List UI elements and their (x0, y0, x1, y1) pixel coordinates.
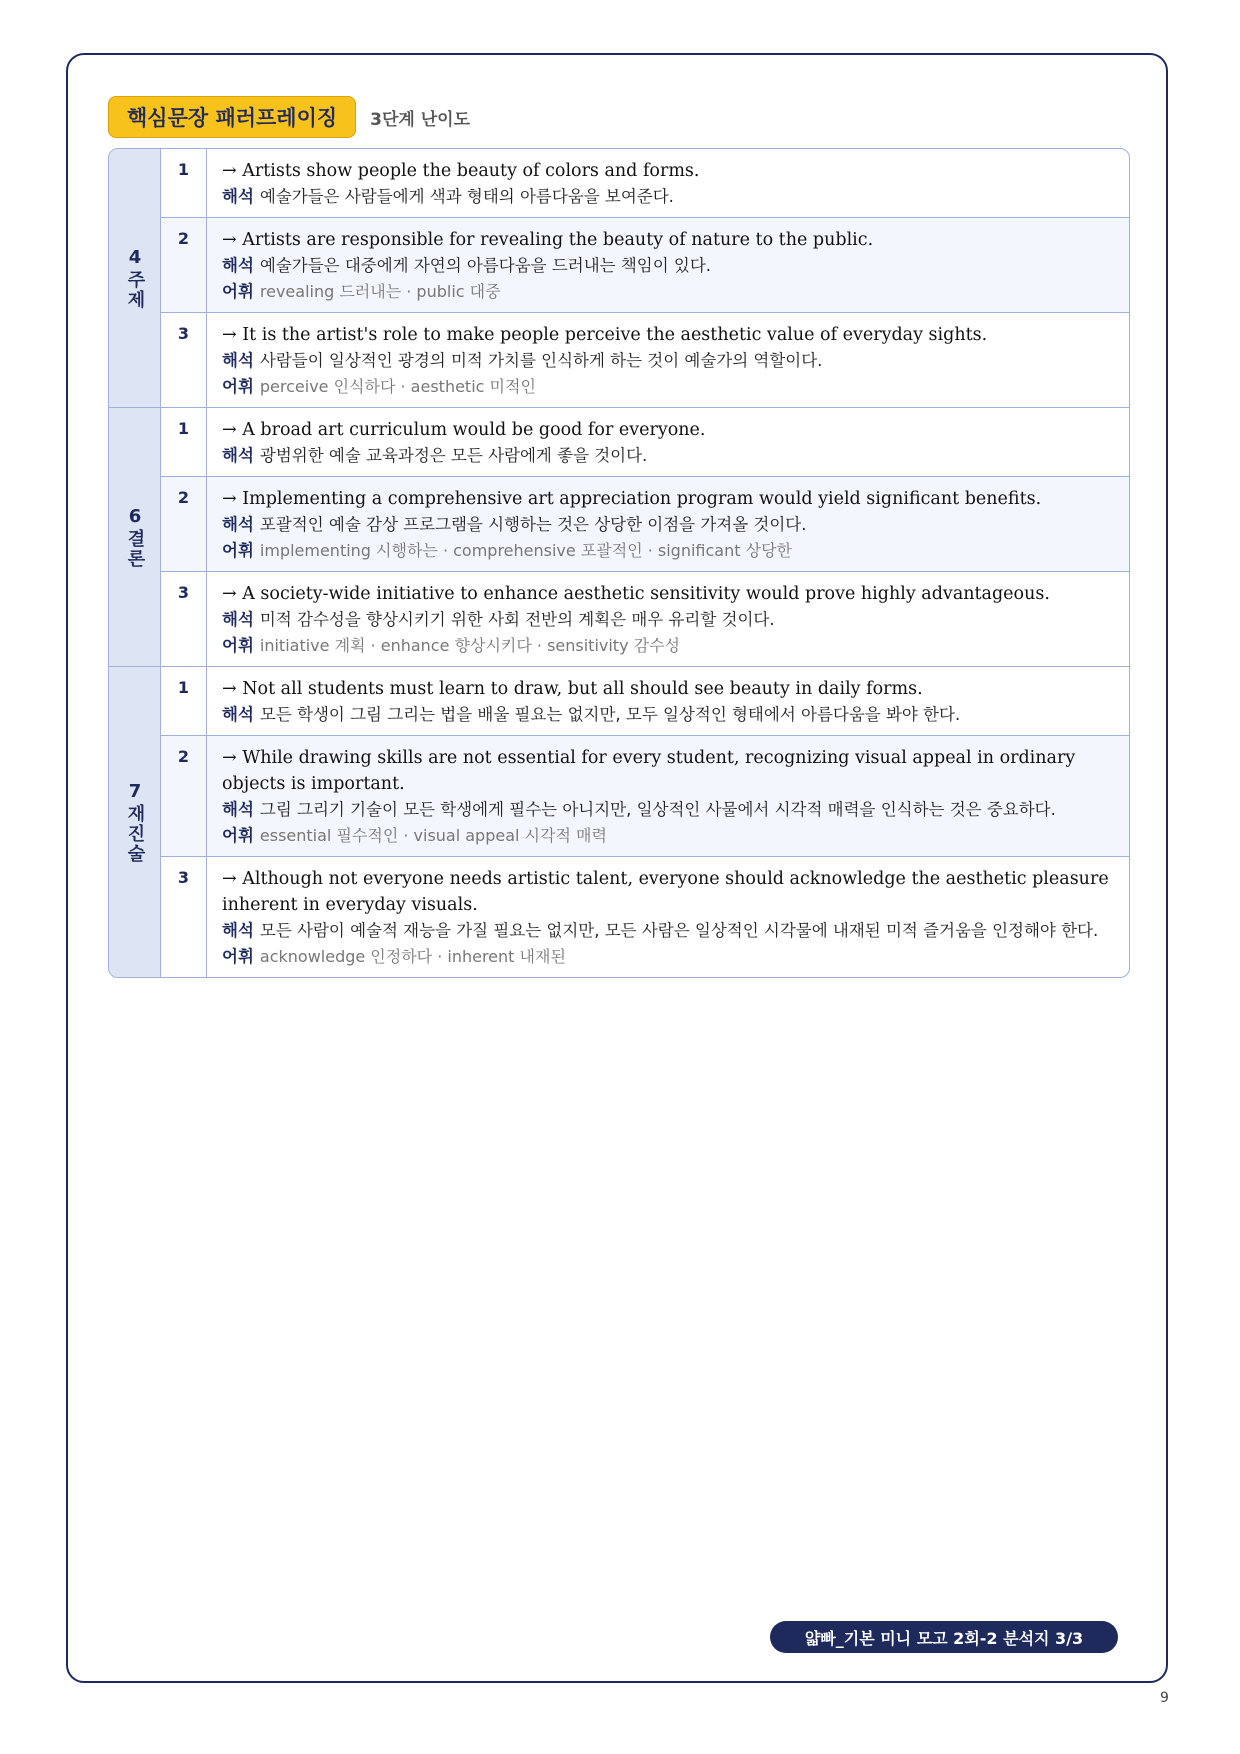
vocab-tag: 어휘 (222, 282, 254, 301)
vocab-tag: 어휘 (222, 826, 254, 845)
translation-text: 미적 감수성을 향상시키기 위한 사회 전반의 계획은 매우 유리할 것이다. (259, 610, 775, 629)
table-row (161, 736, 1129, 857)
translation-line (222, 702, 1113, 728)
group-label-cell (109, 149, 161, 407)
row-content (207, 218, 1129, 312)
group-label: 4주제 (124, 246, 146, 310)
vocab-text: essential 필수적인 · visual appeal 시각적 매력 (259, 826, 607, 845)
table-row (161, 477, 1129, 572)
translation-line (222, 512, 1113, 538)
table-row (161, 572, 1129, 666)
translation-line (222, 607, 1113, 633)
paraphrase-sentence: → Artists are responsible for revealing the beauty of nature to the public. (222, 230, 874, 250)
section-header (108, 96, 470, 138)
translation-text: 예술가들은 대중에게 자연의 아름다움을 드러내는 책임이 있다. (259, 256, 712, 275)
footer-badge: 얇빠_기본 미니 모고 2회-2 분석지 3/3 (770, 1621, 1118, 1653)
vocab-tag: 어휘 (222, 541, 254, 560)
vocab-line (222, 279, 1113, 305)
vocab-text: revealing 드러내는 · public 대중 (259, 282, 501, 301)
translation-line (222, 797, 1113, 823)
translation-line (222, 348, 1113, 374)
row-content (207, 477, 1129, 571)
row-content (207, 408, 1129, 476)
translation-text: 예술가들은 사람들에게 색과 형태의 아름다움을 보여준다. (259, 187, 674, 206)
vocab-line (222, 823, 1113, 849)
group-label: 6결론 (124, 505, 146, 569)
vocab-tag: 어휘 (222, 377, 254, 396)
translation-tag: 해석 (222, 610, 254, 629)
group-section (109, 149, 1129, 408)
paraphrase-sentence: → A society-wide initiative to enhance aesthetic sensitivity would prove highly advantageous. (222, 584, 1050, 604)
vocab-line (222, 538, 1113, 564)
translation-tag: 해석 (222, 446, 254, 465)
translation-text: 모든 학생이 그림 그리는 법을 배울 필요는 없지만, 모두 일상적인 형태에서 아름다움을 봐야 한다. (259, 705, 961, 724)
translation-line (222, 184, 1113, 210)
paraphrase-sentence: → A broad art curriculum would be good for everyone. (222, 420, 706, 440)
group-section (109, 408, 1129, 667)
row-content (207, 667, 1129, 735)
row-number: 1 (161, 149, 207, 217)
translation-line (222, 253, 1113, 279)
group-label-cell (109, 667, 161, 977)
translation-text: 그림 그리기 기술이 모든 학생에게 필수는 아니지만, 일상적인 사물에서 시각적 매력을 인식하는 것은 중요하다. (259, 800, 1056, 819)
difficulty-label: 3단계 난이도 (370, 109, 471, 130)
translation-text: 광범위한 예술 교육과정은 모든 사람에게 좋을 것이다. (259, 446, 648, 465)
group-label-cell (109, 408, 161, 666)
table-row (161, 857, 1129, 977)
row-number: 2 (161, 218, 207, 312)
vocab-text: perceive 인식하다 · aesthetic 미적인 (259, 377, 536, 396)
vocab-text: implementing 시행하는 · comprehensive 포괄적인 · significant 상당한 (259, 541, 792, 560)
section-title-badge: 핵심문장 패러프레이징 (108, 96, 356, 138)
vocab-text: acknowledge 인정하다 · inherent 내재된 (259, 947, 566, 966)
translation-tag: 해석 (222, 351, 254, 370)
row-content (207, 313, 1129, 407)
translation-tag: 해석 (222, 515, 254, 534)
row-number: 3 (161, 313, 207, 407)
paraphrase-sentence: → Not all students must learn to draw, but all should see beauty in daily forms. (222, 679, 923, 699)
translation-line (222, 918, 1113, 944)
row-content (207, 149, 1129, 217)
translation-tag: 해석 (222, 705, 254, 724)
row-number: 1 (161, 408, 207, 476)
row-number: 1 (161, 667, 207, 735)
row-content (207, 572, 1129, 666)
translation-tag: 해석 (222, 800, 254, 819)
row-number: 2 (161, 736, 207, 856)
paraphrase-sentence: → Although not everyone needs artistic talent, everyone should acknowledge the aesthetic pleasure inherent in everyday visuals. (222, 869, 1109, 915)
vocab-line (222, 374, 1113, 400)
translation-text: 모든 사람이 예술적 재능을 가질 필요는 없지만, 모든 사람은 일상적인 시각물에 내재된 미적 즐거움을 인정해야 한다. (259, 921, 1099, 940)
row-number: 3 (161, 857, 207, 977)
group-section (109, 667, 1129, 977)
row-number: 2 (161, 477, 207, 571)
table-row (161, 149, 1129, 218)
paraphrase-table (108, 148, 1130, 978)
paraphrase-sentence: → Artists show people the beauty of colors and forms. (222, 161, 700, 181)
paraphrase-sentence: → It is the artist's role to make people perceive the aesthetic value of everyday sights. (222, 325, 988, 345)
table-row (161, 313, 1129, 407)
row-content (207, 857, 1129, 977)
table-row (161, 408, 1129, 477)
translation-line (222, 443, 1113, 469)
paraphrase-sentence: → Implementing a comprehensive art appreciation program would yield significant benefits. (222, 489, 1042, 509)
translation-text: 포괄적인 예술 감상 프로그램을 시행하는 것은 상당한 이점을 가져올 것이다. (259, 515, 807, 534)
table-row (161, 218, 1129, 313)
translation-tag: 해석 (222, 187, 254, 206)
group-label: 7재진술 (124, 780, 146, 864)
translation-tag: 해석 (222, 256, 254, 275)
table-row (161, 667, 1129, 736)
page-number: 9 (1160, 1690, 1169, 1706)
translation-tag: 해석 (222, 921, 254, 940)
row-number: 3 (161, 572, 207, 666)
vocab-tag: 어휘 (222, 636, 254, 655)
paraphrase-sentence: → While drawing skills are not essential for every student, recognizing visual appeal in ordinary objects is important. (222, 748, 1076, 794)
vocab-line (222, 633, 1113, 659)
translation-text: 사람들이 일상적인 광경의 미적 가치를 인식하게 하는 것이 예술가의 역할이다. (259, 351, 823, 370)
vocab-text: initiative 계획 · enhance 향상시키다 · sensitivity 감수성 (259, 636, 680, 655)
vocab-tag: 어휘 (222, 947, 254, 966)
vocab-line (222, 944, 1113, 970)
row-content (207, 736, 1129, 856)
